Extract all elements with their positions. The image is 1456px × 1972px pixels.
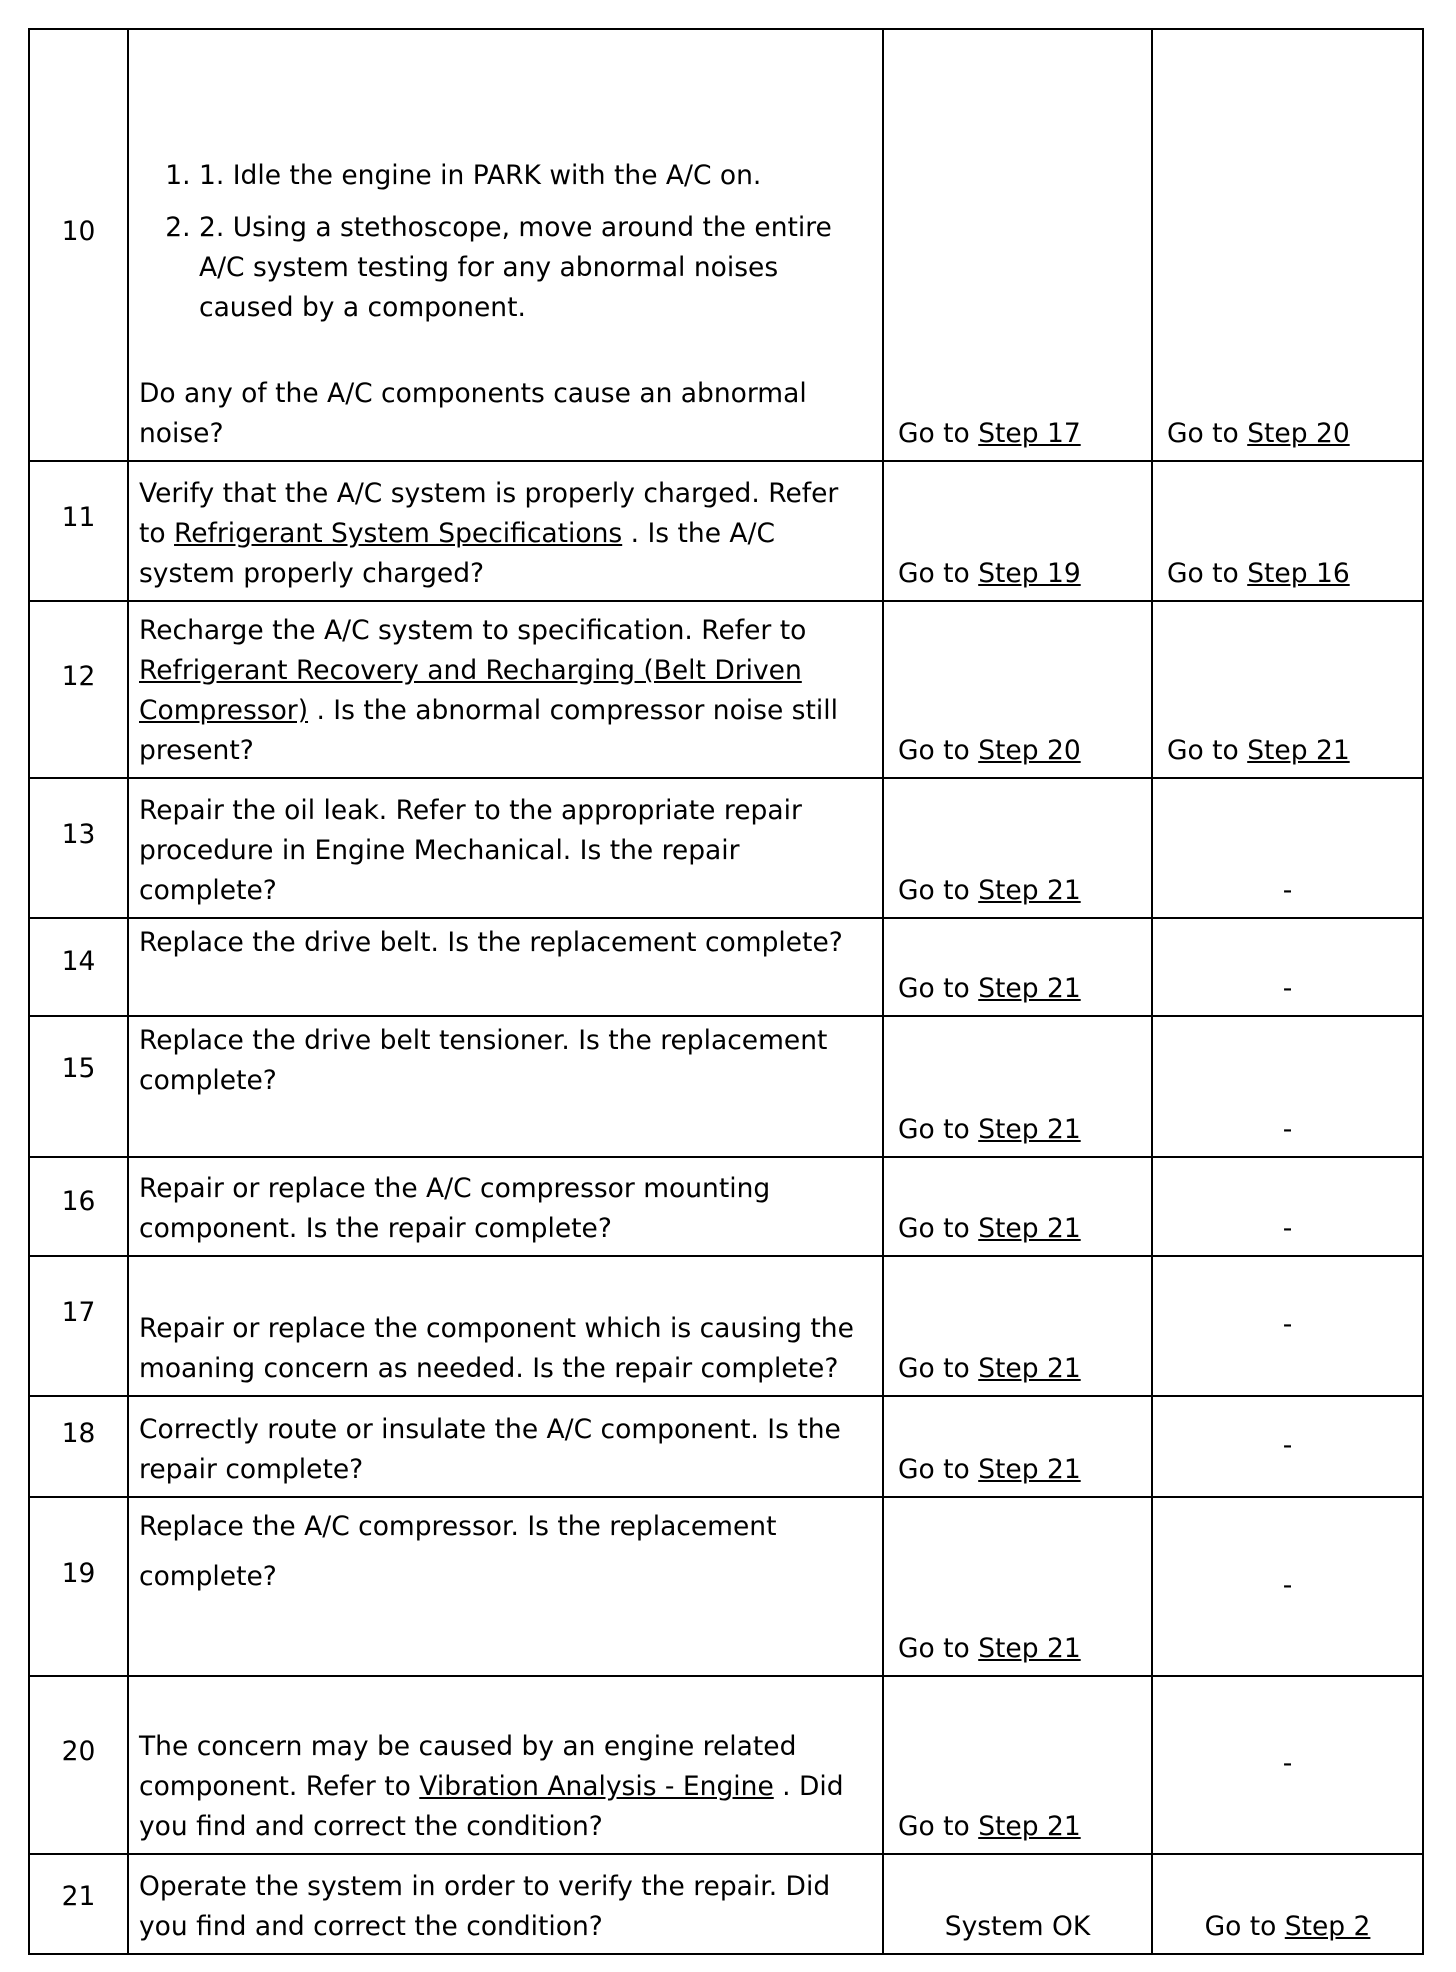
yes-cell: [883, 1157, 1152, 1256]
step-number: 10: [29, 29, 128, 461]
yes-prefix: Go to: [898, 558, 979, 589]
table-row: [29, 1676, 1423, 1854]
no-cell: [1152, 1854, 1423, 1954]
no-cell: -: [1152, 1497, 1423, 1676]
table-row: [29, 461, 1423, 601]
step-number: 16: [29, 1157, 128, 1256]
step-link[interactable]: Step 21: [978, 1114, 1081, 1145]
step-link[interactable]: Step 21: [1247, 735, 1350, 766]
yes-cell: [883, 1396, 1152, 1497]
table-row: [29, 1157, 1423, 1256]
action-cell: Repair or replace the component which is causing the moaning concern as needed. Is the repair complete?: [128, 1256, 883, 1396]
action-text: . Did you find and correct the condition?: [139, 1771, 844, 1842]
no-cell: [1152, 29, 1423, 461]
action-list: [139, 156, 872, 328]
no-prefix: Go to: [1167, 418, 1248, 449]
step-link[interactable]: Step 17: [978, 418, 1081, 449]
yes-cell: [883, 918, 1152, 1016]
action-text: The concern may be caused by an engine related component. Refer to: [139, 1731, 797, 1802]
action-cell: Operate the system in order to verify the repair. Did you find and correct the condition?: [128, 1854, 883, 1954]
table-row: [29, 29, 1423, 461]
no-prefix: Go to: [1204, 1911, 1285, 1942]
table-row: [29, 1016, 1423, 1157]
step-link[interactable]: Step 21: [978, 875, 1081, 906]
vibration-analysis-link[interactable]: Vibration Analysis - Engine: [419, 1771, 774, 1802]
step-number: 14: [29, 918, 128, 1016]
yes-prefix: Go to: [898, 1114, 979, 1145]
step-link[interactable]: Step 21: [978, 1353, 1081, 1384]
action-cell: Replace the A/C compressor. Is the replacement complete?: [128, 1497, 883, 1676]
step-number: 11: [29, 461, 128, 601]
step-link[interactable]: Step 21: [978, 1213, 1081, 1244]
no-cell: -: [1152, 1256, 1423, 1396]
yes-cell: [883, 29, 1152, 461]
yes-prefix: Go to: [898, 1213, 979, 1244]
step-link[interactable]: Step 2: [1284, 1911, 1371, 1942]
action-cell: Repair or replace the A/C compressor mounting component. Is the repair complete?: [128, 1157, 883, 1256]
refrigerant-specs-link[interactable]: Refrigerant System Specifications: [174, 518, 623, 549]
yes-prefix: Go to: [898, 875, 979, 906]
no-cell: -: [1152, 1396, 1423, 1497]
step-number: 20: [29, 1676, 128, 1854]
action-cell: Replace the drive belt tensioner. Is the replacement complete?: [128, 1016, 883, 1157]
no-prefix: Go to: [1167, 558, 1248, 589]
table-row: [29, 1854, 1423, 1954]
step-number: 15: [29, 1016, 128, 1157]
no-cell: -: [1152, 778, 1423, 918]
action-text: Recharge the A/C system to specification. Refer to: [139, 615, 807, 646]
no-cell: [1152, 601, 1423, 778]
action-text: . Is the abnormal compressor noise still present?: [139, 695, 838, 766]
no-prefix: Go to: [1167, 735, 1248, 766]
yes-prefix: Go to: [898, 1633, 979, 1664]
list-item: 1. 1. Idle the engine in PARK with the A/C on.: [199, 156, 872, 196]
no-cell: -: [1152, 1676, 1423, 1854]
no-cell: [1152, 461, 1423, 601]
step-link[interactable]: Step 20: [978, 735, 1081, 766]
step-link[interactable]: Step 21: [978, 973, 1081, 1004]
step-number: 19: [29, 1497, 128, 1676]
action-cell: Correctly route or insulate the A/C component. Is the repair complete?: [128, 1396, 883, 1497]
action-cell: [128, 1676, 883, 1854]
action-cell: [128, 29, 883, 461]
yes-cell: [883, 1497, 1152, 1676]
yes-prefix: Go to: [898, 735, 979, 766]
action-cell: [128, 461, 883, 601]
step-number: 13: [29, 778, 128, 918]
yes-cell: [883, 778, 1152, 918]
refrigerant-recovery-link[interactable]: Refrigerant Recovery and Recharging (Belt Driven Compressor): [139, 655, 802, 726]
no-cell: -: [1152, 1016, 1423, 1157]
step-link[interactable]: Step 19: [978, 558, 1081, 589]
step-link[interactable]: Step 21: [978, 1454, 1081, 1485]
no-cell: -: [1152, 1157, 1423, 1256]
yes-cell: [883, 1676, 1152, 1854]
yes-cell: System OK: [883, 1854, 1152, 1954]
action-cell: Replace the drive belt. Is the replacement complete?: [128, 918, 883, 1016]
step-number: 21: [29, 1854, 128, 1954]
table-row: [29, 778, 1423, 918]
yes-prefix: Go to: [898, 1811, 979, 1842]
action-cell: Repair the oil leak. Refer to the appropriate repair procedure in Engine Mechanical. Is the repair complete?: [128, 778, 883, 918]
step-number: 17: [29, 1256, 128, 1396]
yes-prefix: Go to: [898, 1353, 979, 1384]
table-row: [29, 1497, 1423, 1676]
action-text: . Is the A/C system properly charged?: [139, 518, 775, 589]
step-number: 12: [29, 601, 128, 778]
list-item: 2. 2. Using a stethoscope, move around the entire A/C system testing for any abnormal noises caused by a component.: [199, 208, 872, 328]
yes-cell: [883, 461, 1152, 601]
table-row: [29, 1256, 1423, 1396]
yes-prefix: Go to: [898, 973, 979, 1004]
step-link[interactable]: Step 21: [978, 1811, 1081, 1842]
action-text: Verify that the A/C system is properly charged. Refer to: [139, 478, 839, 549]
diagnostic-table: [28, 28, 1424, 1955]
question-text: Do any of the A/C components cause an abnormal noise?: [139, 378, 807, 449]
yes-cell: [883, 601, 1152, 778]
action-cell: [128, 601, 883, 778]
step-number: 18: [29, 1396, 128, 1497]
yes-prefix: Go to: [898, 418, 979, 449]
table-row: [29, 918, 1423, 1016]
table-row: [29, 601, 1423, 778]
yes-cell: [883, 1256, 1152, 1396]
no-cell: -: [1152, 918, 1423, 1016]
yes-cell: [883, 1016, 1152, 1157]
step-link[interactable]: Step 16: [1247, 558, 1350, 589]
yes-prefix: Go to: [898, 1454, 979, 1485]
step-link[interactable]: Step 21: [978, 1633, 1081, 1664]
table-row: [29, 1396, 1423, 1497]
step-link[interactable]: Step 20: [1247, 418, 1350, 449]
